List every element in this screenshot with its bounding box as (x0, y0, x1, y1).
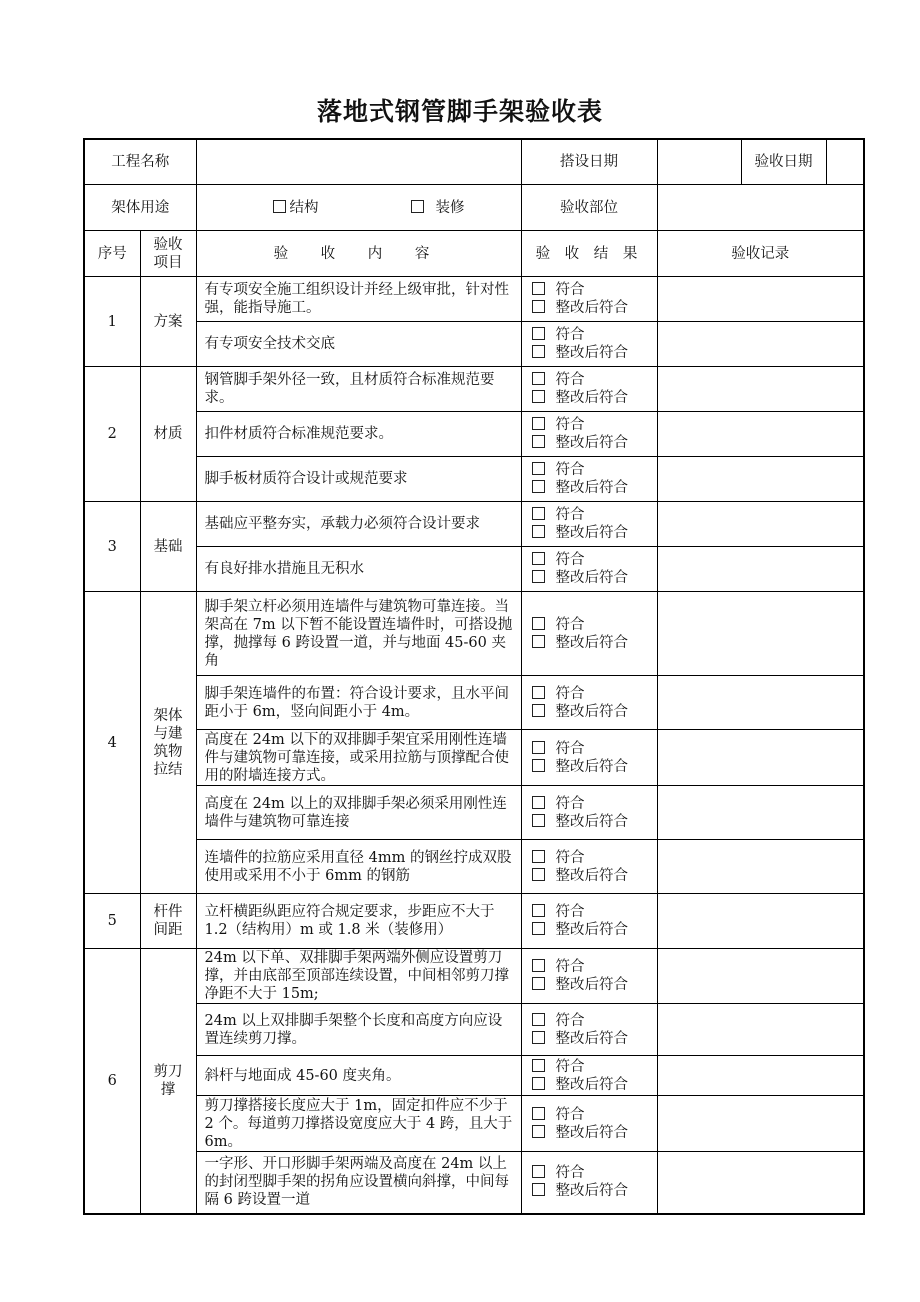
option-label: 整改后符合 (555, 703, 628, 720)
rectified-pass-option (532, 867, 657, 885)
option-label: 整改后符合 (555, 525, 628, 541)
decoration-option-label: 装修 (435, 199, 465, 216)
project-name-label: 工程名称 (84, 139, 196, 185)
pass-option (532, 551, 657, 569)
record-field[interactable] (657, 1004, 864, 1056)
record-field[interactable] (657, 412, 864, 457)
rectified-pass-checkbox[interactable] (532, 1077, 545, 1090)
option-label: 符合 (555, 462, 585, 478)
pass-option (532, 371, 657, 389)
section-index: 3 (84, 502, 140, 592)
usage-label: 架体用途 (84, 185, 196, 231)
accept-date-cell (741, 139, 864, 185)
column-header-row (84, 231, 864, 277)
option-label: 符合 (555, 1106, 585, 1123)
table-row (84, 730, 864, 786)
table-row (84, 502, 864, 547)
section-index: 2 (84, 367, 140, 502)
rectified-pass-option (532, 569, 657, 587)
pass-checkbox[interactable] (532, 617, 545, 630)
check-content: 高度在 24m 以下的双排脚手架宜采用刚性连墙件与建筑物可靠连接，或采用拉筋与顶撑配合使用的附墙连接方式。 (196, 730, 521, 786)
result-options (521, 367, 657, 412)
rectified-pass-option (532, 813, 657, 831)
pass-option (532, 1012, 657, 1030)
pass-checkbox[interactable] (532, 282, 545, 295)
option-label: 整改后符合 (555, 1124, 628, 1141)
result-options (521, 322, 657, 367)
section-item: 架体与建筑物拉结 (140, 592, 196, 894)
col-index-header: 序号 (84, 231, 140, 277)
accept-date-field[interactable] (827, 140, 864, 184)
option-label: 符合 (555, 1012, 585, 1029)
pass-checkbox[interactable] (532, 372, 545, 385)
option-label: 符合 (555, 849, 585, 866)
result-options (521, 949, 657, 1004)
table-row (84, 1056, 864, 1096)
table-row (84, 277, 864, 322)
erect-date-label: 搭设日期 (521, 139, 657, 185)
option-label: 整改后符合 (555, 634, 628, 651)
option-label: 整改后符合 (555, 1030, 628, 1047)
record-field[interactable] (657, 367, 864, 412)
table-row (84, 840, 864, 894)
rectified-pass-option (532, 758, 657, 776)
result-options (521, 840, 657, 894)
structure-checkbox[interactable] (273, 200, 286, 213)
check-content: 有专项安全施工组织设计并经上级审批，针对性强，能指导施工。 (196, 277, 521, 322)
rectified-pass-checkbox[interactable] (532, 814, 545, 827)
pass-option (532, 1164, 657, 1182)
record-field[interactable] (657, 277, 864, 322)
pass-option (532, 740, 657, 758)
pass-option (532, 461, 657, 479)
rectified-pass-option (532, 1182, 657, 1200)
option-label: 符合 (555, 904, 585, 920)
record-field[interactable] (657, 730, 864, 786)
rectified-pass-checkbox[interactable] (532, 922, 545, 935)
option-label: 符合 (555, 1165, 585, 1182)
pass-option (532, 1058, 657, 1076)
rectified-pass-option (532, 1030, 657, 1048)
result-options (521, 1096, 657, 1152)
check-content: 一字形、开口形脚手架两端及高度在 24m 以上的封闭型脚手架的拐角应设置横向斜撑，中间每隔 6 跨设置一道 (196, 1152, 521, 1214)
pass-option (532, 685, 657, 703)
option-label: 符合 (555, 372, 585, 388)
pass-option (532, 903, 657, 921)
record-field[interactable] (657, 840, 864, 894)
option-label: 符合 (555, 507, 585, 523)
section-item: 基础 (140, 502, 196, 592)
pass-checkbox[interactable] (532, 904, 545, 917)
option-label: 整改后符合 (555, 758, 628, 775)
option-label: 整改后符合 (555, 1183, 628, 1200)
result-options (521, 547, 657, 592)
result-options (521, 457, 657, 502)
decoration-checkbox[interactable] (411, 200, 424, 213)
check-content: 钢管脚手架外径一致，且材质符合标准规范要求。 (196, 367, 521, 412)
option-label: 符合 (555, 795, 585, 812)
pass-checkbox[interactable] (532, 686, 545, 699)
pass-checkbox[interactable] (532, 1013, 545, 1026)
result-options (521, 676, 657, 730)
table-row (84, 786, 864, 840)
rectified-pass-option (532, 634, 657, 652)
rectified-pass-option (532, 524, 657, 542)
pass-checkbox[interactable] (532, 462, 545, 475)
record-field[interactable] (657, 1056, 864, 1096)
rectified-pass-checkbox[interactable] (532, 759, 545, 772)
result-options (521, 592, 657, 676)
section-item: 杆件间距 (140, 894, 196, 949)
check-content: 立杆横距纵距应符合规定要求，步距应不大于 1.2（结构用）m 或 1.8 米（装修用） (196, 894, 521, 949)
result-options (521, 1056, 657, 1096)
inspection-table (83, 138, 865, 1215)
option-label: 符合 (555, 552, 585, 568)
record-field[interactable] (657, 592, 864, 676)
table-row (84, 676, 864, 730)
pass-option (532, 849, 657, 867)
result-options (521, 277, 657, 322)
rectified-pass-checkbox[interactable] (532, 570, 545, 583)
record-field[interactable] (657, 322, 864, 367)
check-content: 24m 以下单、双排脚手架两端外侧应设置剪刀撑，并由底部至顶部连续设置，中间相邻剪刀撑净距不大于 15m; (196, 949, 521, 1004)
rectified-pass-option (532, 479, 657, 497)
pass-option (532, 616, 657, 634)
rectified-pass-option (532, 703, 657, 721)
pass-checkbox[interactable] (532, 417, 545, 430)
table-row (84, 592, 864, 676)
table-row (84, 322, 864, 367)
option-label: 符合 (555, 417, 585, 433)
pass-checkbox[interactable] (532, 1059, 545, 1072)
table-row (84, 367, 864, 412)
result-options (521, 786, 657, 840)
rectified-pass-option (532, 434, 657, 452)
option-label: 符合 (555, 959, 585, 975)
col-result-header: 验 收 结 果 (521, 231, 657, 277)
section-item: 材质 (140, 367, 196, 502)
check-content: 脚手架连墙件的布置：符合设计要求，且水平间距小于 6m，竖向间距小于 4m。 (196, 676, 521, 730)
rectified-pass-option (532, 1124, 657, 1142)
record-field[interactable] (657, 502, 864, 547)
pass-option (532, 958, 657, 976)
pass-option (532, 506, 657, 524)
rectified-pass-checkbox[interactable] (532, 435, 545, 448)
option-label: 符合 (555, 740, 585, 757)
result-options (521, 502, 657, 547)
record-field[interactable] (657, 457, 864, 502)
rectified-pass-option (532, 921, 657, 939)
option-label: 符合 (555, 1058, 585, 1075)
result-options (521, 412, 657, 457)
check-content: 24m 以上双排脚手架整个长度和高度方向应设置连续剪刀撑。 (196, 1004, 521, 1056)
pass-checkbox[interactable] (532, 507, 545, 520)
check-content: 脚手架立杆必须用连墙件与建筑物可靠连接。当架高在 7m 以下暂不能设置连墙件时，可搭设抛撑，抛撑每 6 跨设置一道，并与地面 45-60 夹角 (196, 592, 521, 676)
rectified-pass-checkbox[interactable] (532, 1031, 545, 1044)
pass-option (532, 281, 657, 299)
result-options (521, 894, 657, 949)
option-label: 整改后符合 (555, 570, 628, 586)
check-content: 有专项安全技术交底 (196, 322, 521, 367)
header-row-1 (84, 139, 864, 185)
check-content: 有良好排水措施且无积水 (196, 547, 521, 592)
col-item-header: 验收项目 (140, 231, 196, 277)
record-field[interactable] (657, 949, 864, 1004)
section-index: 1 (84, 277, 140, 367)
record-field[interactable] (657, 894, 864, 949)
check-content: 高度在 24m 以上的双排脚手架必须采用刚性连墙件与建筑物可靠连接 (196, 786, 521, 840)
record-field[interactable] (657, 547, 864, 592)
page-title: 落地式钢管脚手架验收表 (316, 97, 603, 126)
option-label: 整改后符合 (555, 813, 628, 830)
pass-checkbox[interactable] (532, 796, 545, 809)
pass-option (532, 795, 657, 813)
pass-checkbox[interactable] (532, 552, 545, 565)
option-label: 整改后符合 (555, 300, 628, 316)
result-options (521, 1152, 657, 1214)
rectified-pass-checkbox[interactable] (532, 480, 545, 493)
table-row (84, 949, 864, 1004)
check-content: 连墙件的拉筋应采用直径 4mm 的钢丝拧成双股使用或采用不小于 6mm 的钢筋 (196, 840, 521, 894)
section-index: 4 (84, 592, 140, 894)
option-label: 整改后符合 (555, 390, 628, 406)
record-field[interactable] (657, 786, 864, 840)
pass-option (532, 326, 657, 344)
rectified-pass-option (532, 344, 657, 362)
check-content: 基础应平整夯实，承载力必须符合设计要求 (196, 502, 521, 547)
accept-part-field[interactable] (657, 185, 864, 231)
rectified-pass-checkbox[interactable] (532, 1125, 545, 1138)
result-options (521, 730, 657, 786)
rectified-pass-checkbox[interactable] (532, 300, 545, 313)
option-label: 符合 (555, 282, 585, 298)
rectified-pass-option (532, 976, 657, 994)
usage-options (196, 185, 521, 231)
rectified-pass-checkbox[interactable] (532, 868, 545, 881)
pass-option (532, 416, 657, 434)
pass-checkbox[interactable] (532, 850, 545, 863)
check-content: 脚手板材质符合设计或规范要求 (196, 457, 521, 502)
table-row (84, 1152, 864, 1214)
check-content: 扣件材质符合标准规范要求。 (196, 412, 521, 457)
option-label: 符合 (555, 616, 585, 633)
pass-checkbox[interactable] (532, 959, 545, 972)
record-field[interactable] (657, 676, 864, 730)
pass-option (532, 1106, 657, 1124)
rectified-pass-checkbox[interactable] (532, 704, 545, 717)
rectified-pass-checkbox[interactable] (532, 635, 545, 648)
section-index: 6 (84, 949, 140, 1214)
section-item: 剪刀撑 (140, 949, 196, 1214)
option-label: 整改后符合 (555, 922, 628, 938)
table-row (84, 457, 864, 502)
rectified-pass-checkbox[interactable] (532, 390, 545, 403)
header-row-2 (84, 185, 864, 231)
record-field[interactable] (657, 1096, 864, 1152)
pass-checkbox[interactable] (532, 741, 545, 754)
option-label: 符合 (555, 327, 585, 343)
rectified-pass-checkbox[interactable] (532, 977, 545, 990)
pass-checkbox[interactable] (532, 327, 545, 340)
table-row (84, 547, 864, 592)
table-row (84, 1004, 864, 1056)
accept-date-label: 验收日期 (742, 140, 827, 184)
table-row (84, 1096, 864, 1152)
option-label: 整改后符合 (555, 1076, 628, 1093)
rectified-pass-checkbox[interactable] (532, 1183, 545, 1196)
table-row (84, 894, 864, 949)
col-record-header: 验收记录 (657, 231, 864, 277)
rectified-pass-option (532, 1076, 657, 1094)
option-label: 整改后符合 (555, 435, 628, 451)
check-content: 斜杆与地面成 45-60 度夹角。 (196, 1056, 521, 1096)
rectified-pass-option (532, 389, 657, 407)
section-item: 方案 (140, 277, 196, 367)
option-label: 整改后符合 (555, 867, 628, 884)
rectified-pass-checkbox[interactable] (532, 345, 545, 358)
option-label: 整改后符合 (555, 480, 628, 496)
section-index: 5 (84, 894, 140, 949)
option-label: 整改后符合 (555, 977, 628, 993)
erect-date-field[interactable] (657, 139, 741, 185)
record-field[interactable] (657, 1152, 864, 1214)
accept-part-label: 验收部位 (521, 185, 657, 231)
check-content: 剪刀撑搭接长度应大于 1m，固定扣件应不少于 2 个。每道剪刀撑搭设宽度应大于 4 跨，且大于 6m。 (196, 1096, 521, 1152)
project-name-field[interactable] (196, 139, 521, 185)
option-label: 符合 (555, 685, 585, 702)
rectified-pass-checkbox[interactable] (532, 525, 545, 538)
structure-option-label: 结构 (289, 199, 319, 216)
result-options (521, 1004, 657, 1056)
rectified-pass-option (532, 299, 657, 317)
col-content-header: 验 收 内 容 (196, 231, 521, 277)
pass-checkbox[interactable] (532, 1107, 545, 1120)
table-row (84, 412, 864, 457)
pass-checkbox[interactable] (532, 1165, 545, 1178)
option-label: 整改后符合 (555, 345, 628, 361)
